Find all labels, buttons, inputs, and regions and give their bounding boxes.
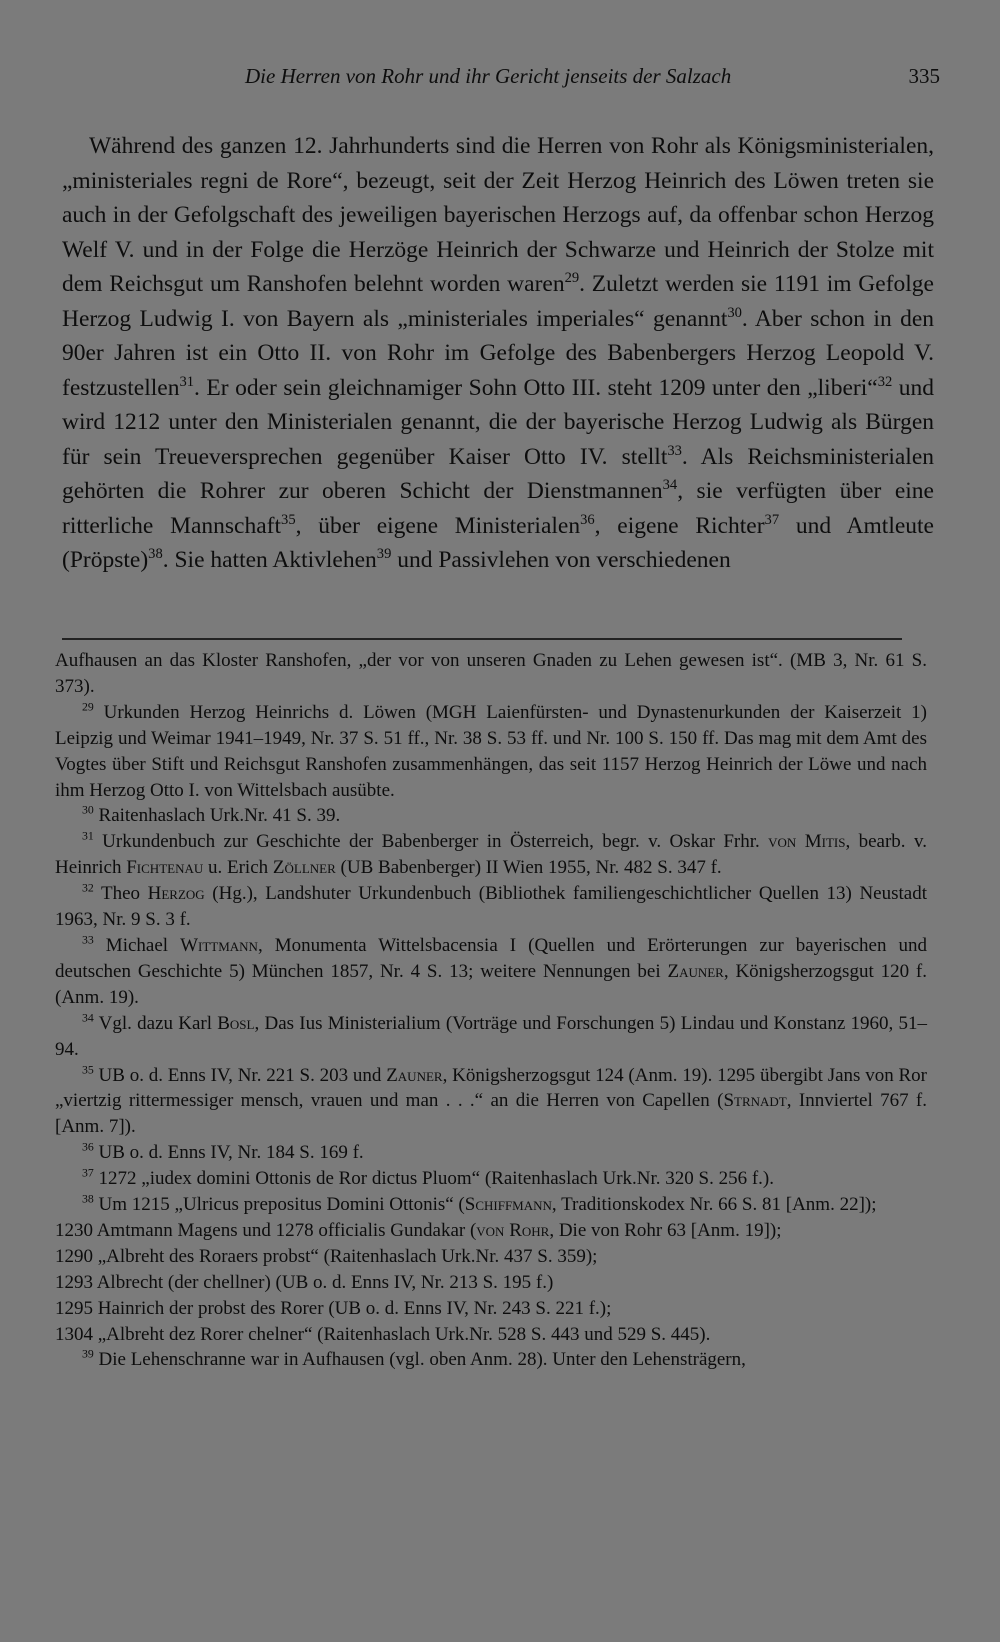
footnote-text: u. Erich [203, 857, 273, 879]
footnote-ref-30: 30 [727, 304, 742, 321]
footnote-34 [55, 1011, 927, 1063]
body-text-run: und Passivlehen von verschiedenen [391, 547, 731, 573]
footnote-continuation: Aufhausen an das Kloster Ranshofen, „der vor von unseren Gnaden zu Lehen gewesen ist“. (MB 3, Nr. 61 S. 373). [55, 650, 927, 697]
footnote-text: Raitenhaslach Urk.Nr. 41 S. 39. [93, 805, 341, 827]
footnote-38-line [55, 1218, 927, 1244]
footnote-38-line: 1290 „Albreht des Roraers probst“ (Raitenhaslach Urk.Nr. 437 S. 359); [55, 1245, 598, 1267]
author-name: Fichtenau [126, 857, 204, 879]
footnote-number: 37 [82, 1166, 94, 1180]
body-text-run: , über eigene Ministerialen [295, 512, 581, 539]
body-text-run: , sie verfügten über eine ritterliche Mannschaft [62, 478, 934, 539]
footnote-31 [55, 829, 927, 881]
author-name: Zöllner [272, 857, 336, 879]
footnote-ref-31: 31 [179, 373, 195, 390]
footnote-text: 1272 „iudex domini Ottonis de Ror dictus Pluom“ (Raitenhaslach Urk.Nr. 320 S. 256 f.). [93, 1168, 774, 1190]
body-text-run: . Aber schon in den 90er Jahren ist ein Otto II. von Rohr im Gefolge des Babenbergers Herzog Leopold V. festzustellen [62, 305, 934, 401]
footnote-37 [55, 1166, 927, 1192]
footnote-38-line: 1304 „Albreht dez Rorer chelner“ (Raitenhaslach Urk.Nr. 528 S. 443 und 529 S. 445). [55, 1323, 711, 1345]
footnote-text: , Königsherzogsgut 124 (Anm. 19). 1295 übergibt Jans von Ror „viertzig rittermessiger mensch, vrauen und man . . .“ an die Herren von Capellen ( [55, 1064, 927, 1112]
footnote-text: , Königsherzogsgut 120 f. (Anm. 19). [55, 960, 927, 1008]
footnote-text: Theo [93, 883, 148, 905]
footnote-text: (Hg.), Landshuter Urkundenbuch (Bibliothek familiengeschichtlicher Quellen 13) Neustadt 1963, Nr. 9 S. 3 f. [55, 883, 927, 931]
author-name: Strnadt [723, 1090, 787, 1112]
footnote-33 [55, 933, 927, 1011]
footnote-separator [62, 638, 902, 640]
body-text-run: . Er oder sein gleichnamiger Sohn Otto III. steht 1209 unter den „liberi“ [194, 374, 878, 401]
footnote-35 [55, 1063, 927, 1141]
author-name: Zauner [667, 960, 724, 982]
footnote-text: , Innviertel 767 f. [Anm. 7]). [55, 1090, 928, 1138]
footnote-number: 33 [82, 933, 94, 947]
author-name: Zauner [386, 1064, 443, 1086]
footnote-number: 30 [82, 804, 94, 818]
footnote-text: Vgl. dazu Karl [93, 1012, 218, 1034]
footnote-text: 1230 Amtmann Magens und 1278 officialis Gundakar ( [55, 1219, 477, 1241]
footnote-text: UB o. d. Enns IV, Nr. 221 S. 203 und [93, 1064, 387, 1086]
footnote-text: Urkundenbuch zur Geschichte der Babenberger in Österreich, begr. v. Oskar Frhr. [93, 831, 769, 853]
footnote-text: , Traditionskodex Nr. 66 S. 81 [Anm. 22]); [551, 1194, 877, 1216]
footnote-number: 32 [82, 881, 94, 895]
footnote-text: (UB Babenberger) II Wien 1955, Nr. 482 S. 347 f. [335, 857, 722, 879]
author-name: von Mitis [768, 831, 846, 853]
footnotes [55, 648, 927, 1373]
author-name: Schiffmann [464, 1194, 552, 1216]
footnote-ref-29: 29 [564, 270, 580, 287]
body-text-run: , eigene Richter [594, 512, 765, 539]
footnote-number: 34 [82, 1011, 94, 1025]
author-name: Herzog [147, 883, 205, 905]
footnote-text: Michael [93, 934, 181, 956]
body-text-run: und wird 1212 unter den Ministerialen genannt, die der bayerische Herzog Ludwig als Bürgen für sein Treueversprechen gegenüber Kaiser Otto IV. stellt [62, 374, 935, 470]
footnote-number: 29 [82, 700, 94, 714]
footnote-ref-33: 33 [667, 442, 682, 459]
body-text-run: . Sie hatten Aktivlehen [162, 547, 377, 573]
footnote-ref-35: 35 [281, 511, 296, 528]
footnote-ref-37: 37 [764, 511, 780, 528]
footnote-text: , Das Ius Ministerialium (Vorträge und Forschungen 5) Lindau und Konstanz 1960, 51–94. [55, 1012, 927, 1060]
footnote-text: Urkunden Herzog Heinrichs d. Löwen (MGH Laienfürsten- und Dynastenurkunden der Kaiserzeit 1) Leipzig und Weimar 1941–1949, Nr. 37 S. 51 ff., Nr. 38 S. 53 ff. und Nr. 100 S. 150 ff. Das mag mit dem Amt des Vogtes über Stift und Reichsgut Ranshofen zusammenhängen, das seit 1157 Herzog Heinrich der Löwe und nach ihm Herzog Otto I. von Wittelsbach ausübte. [55, 701, 927, 801]
footnote-29 [55, 700, 927, 804]
body-text-run: und Amtleute (Pröpste) [62, 512, 934, 573]
author-name: von Rohr [476, 1219, 550, 1241]
footnote-text: , bearb. v. Heinrich [55, 831, 927, 879]
footnote-38-line: 1295 Hainrich der probst des Rorer (UB o. d. Enns IV, Nr. 243 S. 221 f.); [55, 1297, 612, 1319]
footnote-38 [55, 1192, 927, 1218]
footnote-text: Die Lehenschranne war in Aufhausen (vgl. oben Anm. 28). Unter den Lehensträgern, [93, 1349, 746, 1371]
body-text-run: . Als Reichsministerialen gehörten die Rohrer zur oberen Schicht der Dienstmannen [62, 443, 934, 504]
body-text-run: . Zuletzt werden sie 1191 im Gefolge Herzog Ludwig I. von Bayern als „ministeriales imperiales“ genannt [62, 271, 934, 332]
author-name: Bosl [217, 1012, 255, 1034]
footnote-number: 38 [82, 1192, 94, 1206]
page-header [60, 64, 940, 94]
footnote-text: , Monumenta Wittelsbacensia I (Quellen und Erörterungen zur bayerischen und deutschen Geschichte 5) München 1857, Nr. 4 S. 13; weitere Nennungen bei [55, 934, 927, 982]
footnote-number: 36 [82, 1140, 94, 1154]
footnote-ref-36: 36 [580, 511, 595, 528]
body-paragraph [62, 129, 934, 578]
footnote-number: 35 [82, 1063, 94, 1077]
footnote-text: , Die von Rohr 63 [Anm. 19]); [549, 1219, 782, 1241]
footnote-32 [55, 881, 927, 933]
footnote-ref-39: 39 [376, 546, 392, 563]
footnote-text: UB o. d. Enns IV, Nr. 184 S. 169 f. [93, 1142, 364, 1164]
running-title: Die Herren von Rohr und ihr Gericht jenseits der Salzach [245, 64, 732, 88]
footnote-number: 39 [82, 1348, 94, 1362]
footnote-30 [55, 803, 927, 829]
body-text-run: Während des ganzen 12. Jahrhunderts sind die Herren von Rohr als Königsministerialen, „ministeriales regni de Rore“, bezeugt, seit der Zeit Herzog Heinrich des Löwen treten sie auch in der Gefolgschaft des jeweiligen bayerischen Herzogs auf, da offenbar schon Herzog Welf V. und in der Folge die Herzöge Heinrich der Schwarze und Heinrich der Stolze mit dem Reichsgut um Ranshofen belehnt worden waren [62, 133, 934, 297]
footnote-number: 31 [82, 830, 94, 844]
footnote-ref-38: 38 [148, 546, 163, 563]
page-number: 335 [908, 64, 940, 88]
footnote-ref-32: 32 [877, 373, 893, 390]
author-name: Wittmann [180, 934, 258, 956]
footnote-39 [55, 1347, 927, 1373]
footnote-36 [55, 1140, 927, 1166]
footnote-ref-34: 34 [662, 477, 678, 494]
footnote-38-line: 1293 Albrecht (der chellner) (UB o. d. Enns IV, Nr. 213 S. 195 f.) [55, 1271, 554, 1293]
footnote-text: Um 1215 „Ulricus prepositus Domini Ottonis“ ( [93, 1194, 465, 1216]
